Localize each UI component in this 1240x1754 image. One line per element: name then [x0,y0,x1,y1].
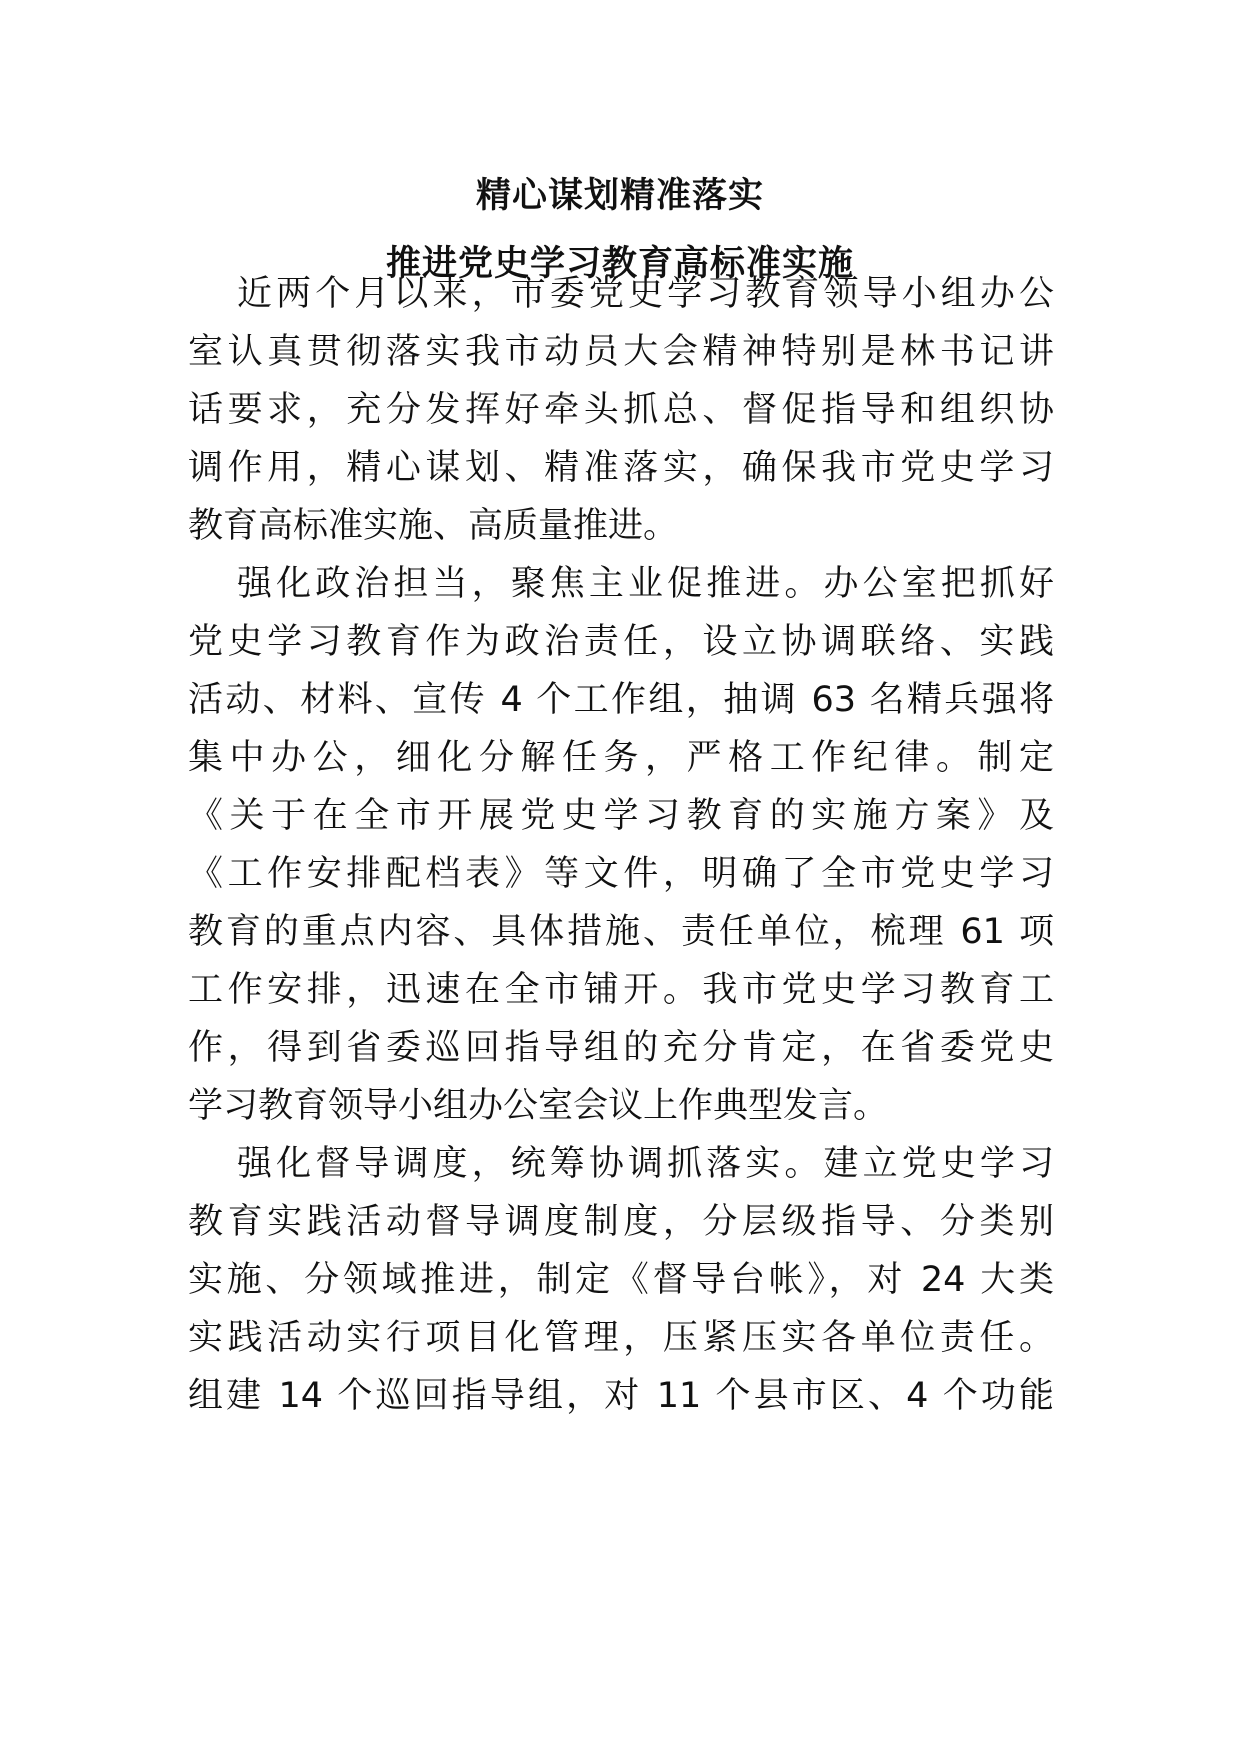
body-line: 室认真贯彻落实我市动员大会精神特别是林书记讲 [188,332,1054,372]
body-line: 话要求，充分发挥好牵头抓总、督促指导和组织协 [188,390,1054,430]
body-line: 教育高标准实施、高质量推进。 [188,506,679,546]
body-line: 实施、分领域推进，制定《督导台帐》，对 24 大类 [188,1260,1054,1300]
body-line: 强化政治担当，聚焦主业促推进。办公室把抓好 [237,564,1054,604]
body-line: 教育实践活动督导调度制度，分层级指导、分类别 [188,1202,1054,1242]
body-line: 调作用，精心谋划、精准落实，确保我市党史学习 [188,448,1054,488]
body-line: 集中办公，细化分解任务，严格工作纪律。制定 [188,738,1054,778]
body-line: 教育的重点内容、具体措施、责任单位，梳理 61 项 [188,912,1054,952]
body-line: 《关于在全市开展党史学习教育的实施方案》及 [188,796,1054,836]
body-line: 组建 14 个巡回指导组，对 11 个县市区、4 个功能 [188,1376,1054,1416]
document-title-line-2: 推进党史学习教育高标准实施 [385,244,854,284]
body-line: 近两个月以来，市委党史学习教育领导小组办公 [237,274,1054,314]
body-line: 《工作安排配档表》等文件，明确了全市党史学习 [188,854,1054,894]
document-title-line-1: 精心谋划精准落实 [475,176,764,216]
body-line: 工作安排，迅速在全市铺开。我市党史学习教育工 [188,970,1054,1010]
body-line: 作，得到省委巡回指导组的充分肯定，在省委党史 [188,1028,1054,1068]
body-line: 学习教育领导小组办公室会议上作典型发言。 [188,1086,889,1126]
body-line: 强化督导调度，统筹协调抓落实。建立党史学习 [237,1144,1054,1184]
body-line: 党史学习教育作为政治责任，设立协调联络、实践 [188,622,1054,662]
body-line: 实践活动实行项目化管理，压紧压实各单位责任。 [188,1318,1054,1358]
body-line: 活动、材料、宣传 4 个工作组，抽调 63 名精兵强将 [188,680,1054,720]
